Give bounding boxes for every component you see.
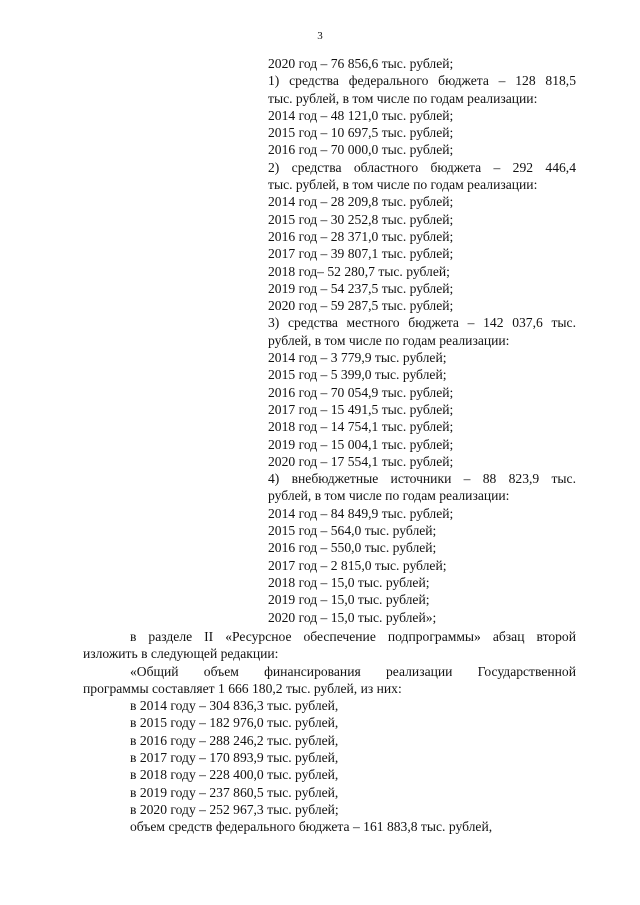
amendment-line: в 2017 году – 170 893,9 тыс. рублей, bbox=[130, 750, 339, 766]
amendment-line: в 2015 году – 182 976,0 тыс. рублей, bbox=[130, 715, 339, 731]
amendment-line: в 2016 году – 288 246,2 тыс. рублей, bbox=[130, 732, 339, 748]
funding-line: тыс. рублей, в том числе по годам реализации: bbox=[268, 177, 538, 193]
funding-line: 2015 год – 30 252,8 тыс. рублей; bbox=[268, 211, 454, 227]
amendment-line: программы составляет 1 666 180,2 тыс. рублей, из них: bbox=[83, 680, 402, 696]
funding-line: 2016 год – 70 000,0 тыс. рублей; bbox=[268, 142, 454, 158]
amendment-line: изложить в следующей редакции: bbox=[83, 646, 279, 662]
funding-line: 2020 год – 17 554,1 тыс. рублей; bbox=[268, 453, 454, 469]
funding-line: 2019 год – 15 004,1 тыс. рублей; bbox=[268, 436, 454, 452]
amendment-line: в 2020 году – 252 967,3 тыс. рублей; bbox=[130, 801, 339, 817]
amendment-line: в 2014 году – 304 836,3 тыс. рублей, bbox=[130, 698, 339, 714]
funding-line: 2014 год – 48 121,0 тыс. рублей; bbox=[268, 107, 454, 123]
section-ii-amendment bbox=[83, 628, 576, 836]
funding-line: 2018 год – 14 754,1 тыс. рублей; bbox=[268, 419, 454, 435]
funding-line: 2019 год – 15,0 тыс. рублей; bbox=[268, 592, 430, 608]
funding-line: 2016 год – 70 054,9 тыс. рублей; bbox=[268, 384, 454, 400]
amendment-line: в 2018 году – 228 400,0 тыс. рублей, bbox=[130, 767, 339, 783]
funding-line: 1) средства федерального бюджета – 128 818,5 bbox=[268, 73, 576, 89]
funding-line: 2014 год – 28 209,8 тыс. рублей; bbox=[268, 194, 454, 210]
funding-line: 4) внебюджетные источники – 88 823,9 тыс. bbox=[268, 471, 576, 487]
funding-line: 2015 год – 564,0 тыс. рублей; bbox=[268, 523, 437, 539]
funding-line: тыс. рублей, в том числе по годам реализации: bbox=[268, 90, 538, 106]
funding-line: рублей, в том числе по годам реализации: bbox=[268, 488, 510, 504]
funding-line: 2014 год – 3 779,9 тыс. рублей; bbox=[268, 350, 447, 366]
funding-line: 2018 год– 52 280,7 тыс. рублей; bbox=[268, 263, 450, 279]
funding-line: 2020 год – 59 287,5 тыс. рублей; bbox=[268, 298, 454, 314]
funding-line: 2015 год – 10 697,5 тыс. рублей; bbox=[268, 125, 454, 141]
funding-line: 2020 год – 76 856,6 тыс. рублей; bbox=[268, 56, 454, 71]
funding-line: 2017 год – 39 807,1 тыс. рублей; bbox=[268, 246, 454, 262]
funding-line: рублей, в том числе по годам реализации: bbox=[268, 332, 510, 348]
funding-line: 2016 год – 28 371,0 тыс. рублей; bbox=[268, 228, 454, 244]
funding-line: 2015 год – 5 399,0 тыс. рублей; bbox=[268, 367, 447, 383]
funding-line: 2014 год – 84 849,9 тыс. рублей; bbox=[268, 505, 454, 521]
amendment-line: в разделе II «Ресурсное обеспечение подпрограммы» абзац второй bbox=[130, 629, 576, 644]
funding-line: 2019 год – 54 237,5 тыс. рублей; bbox=[268, 280, 454, 296]
amendment-line: в 2019 году – 237 860,5 тыс. рублей, bbox=[130, 784, 339, 800]
amendment-line: объем средств федерального бюджета – 161 883,8 тыс. рублей, bbox=[130, 819, 493, 835]
page-number: 3 bbox=[317, 30, 323, 42]
funding-line: 2017 год – 15 491,5 тыс. рублей; bbox=[268, 401, 454, 417]
funding-line: 2016 год – 550,0 тыс. рублей; bbox=[268, 540, 437, 556]
funding-by-source-column bbox=[268, 55, 576, 626]
funding-line: 2) средства областного бюджета – 292 446,4 bbox=[268, 159, 576, 175]
funding-line: 2018 год – 15,0 тыс. рублей; bbox=[268, 574, 430, 590]
funding-line: 3) средства местного бюджета – 142 037,6 тыс. bbox=[268, 315, 576, 331]
amendment-line: «Общий объем финансирования реализации Государственной bbox=[130, 663, 576, 679]
funding-line: 2020 год – 15,0 тыс. рублей»; bbox=[268, 609, 437, 625]
funding-line: 2017 год – 2 815,0 тыс. рублей; bbox=[268, 557, 447, 573]
